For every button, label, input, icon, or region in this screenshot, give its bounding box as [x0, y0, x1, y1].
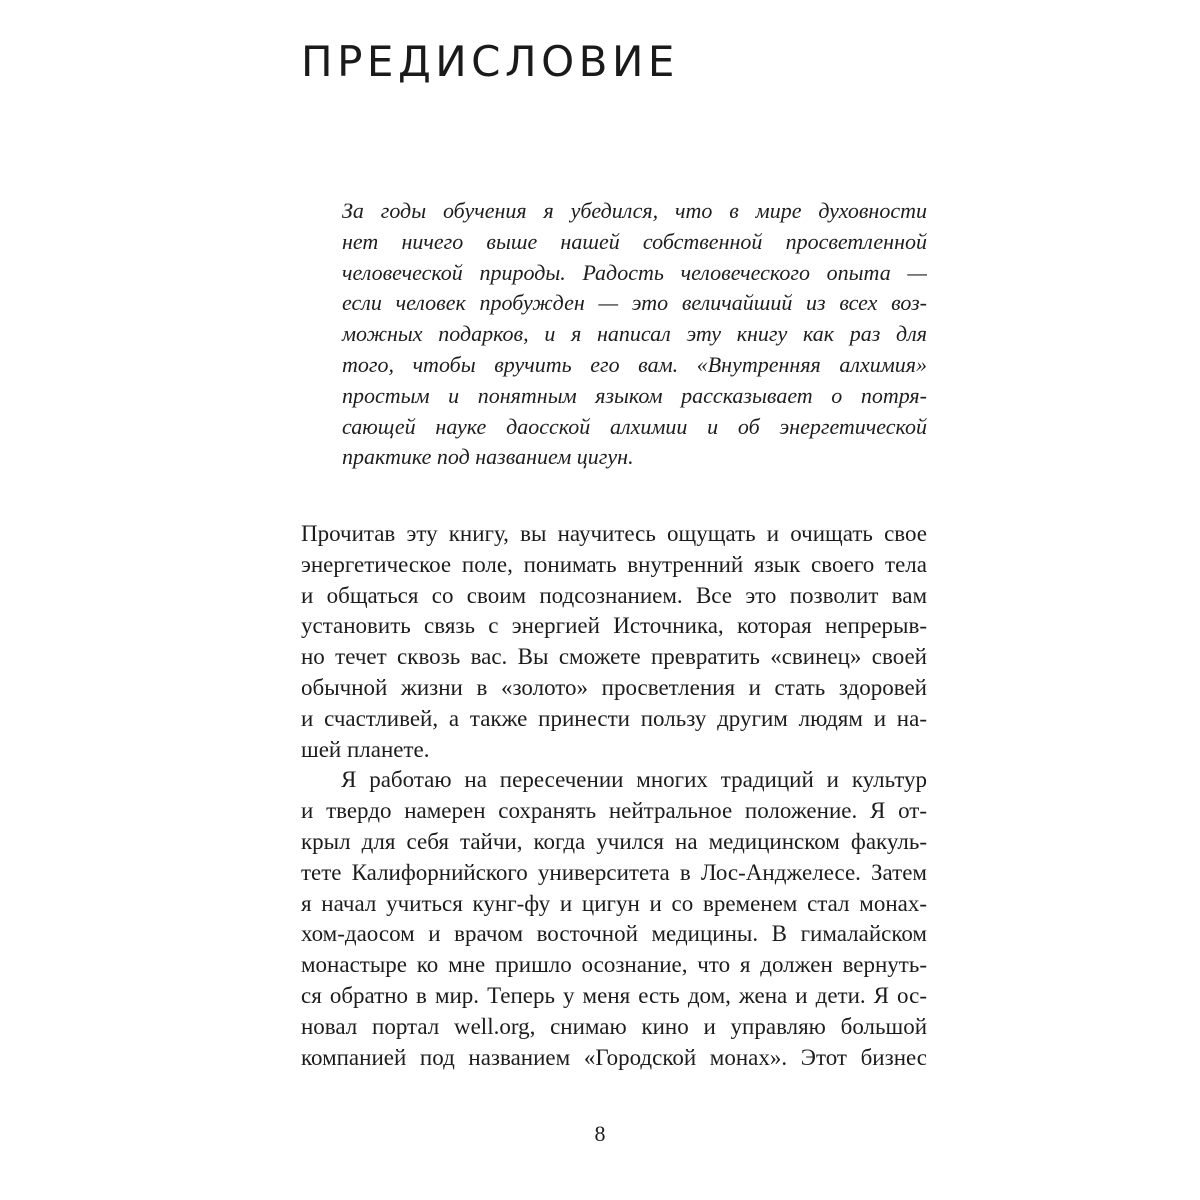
paragraph-line: шей планете. — [301, 736, 430, 762]
paragraph-1 — [301, 519, 927, 765]
paragraph-line: компанией под названием «Городской монах». Этот бизнес — [301, 1044, 927, 1070]
paragraph-line: установить связь с энергией Источника, которая непрерыв- — [301, 613, 927, 639]
epigraph-line: За годы обучения я убедился, что в мире духовности — [342, 198, 927, 223]
paragraph-line: монастыре ко мне пришло осознание, что я должен вернуть- — [301, 952, 927, 978]
page-number: 8 — [594, 1121, 606, 1146]
paragraph-line: и счастливей, а также принести пользу другим людям и на- — [301, 705, 927, 731]
epigraph-line: практике под названием цигун. — [342, 444, 634, 470]
epigraph-line: можных подарков, и я написал эту книгу как раз для — [342, 321, 927, 347]
paragraph-line: ся обратно в мир. Теперь у меня есть дом, жена и дети. Я ос- — [301, 982, 927, 1008]
paragraph-line: тете Калифорнийского университета в Лос-Анджелесе. Затем — [301, 859, 927, 885]
epigraph-line: человеческой природы. Радость человеческого опыта — — [342, 259, 927, 285]
epigraph-line: сающей науке даосской алхимии и об энергетической — [342, 413, 927, 439]
paragraph-line: и твердо намерен сохранять нейтральное положение. Я от- — [301, 798, 927, 824]
paragraph-line: но течет сквозь вас. Вы сможете превратить «свинец» своей — [301, 644, 927, 670]
paragraph-line: обычной жизни в «золото» просветления и стать здоровей — [301, 674, 927, 700]
paragraph-line: энергетическое поле, понимать внутренний язык своего тела — [301, 551, 927, 577]
paragraph-line: я начал учиться кунг-фу и цигун и со временем стал монах- — [301, 890, 927, 916]
page-title: ПРЕДИСЛОВИЕ — [301, 37, 679, 86]
paragraph-line: хом-даосом и врачом восточной медицины. В гималайском — [301, 921, 927, 947]
epigraph-line: простым и понятным языком рассказывает о потря- — [342, 382, 927, 408]
paragraph-line: новал портал well.org, снимаю кино и управляю большой — [301, 1013, 927, 1039]
paragraph-line: крыл для себя тайчи, когда учился на медицинском факуль- — [301, 828, 927, 854]
paragraph-line: и общаться со своим подсознанием. Все это позволит вам — [301, 582, 927, 608]
paragraph-line: Я работаю на пересечении многих традиций и культур — [341, 767, 927, 793]
epigraph-line: того, чтобы вручить его вам. «Внутренняя алхимия» — [342, 351, 927, 377]
epigraph-line: если человек пробужден — это величайший из всех воз- — [342, 290, 927, 316]
epigraph — [342, 196, 927, 473]
epigraph-line: нет ничего выше нашей собственной просветленной — [342, 228, 927, 254]
paragraph-line: Прочитав эту книгу, вы научитесь ощущать и очищать свое — [301, 521, 927, 546]
body-text — [301, 519, 927, 1073]
paragraph-2 — [301, 765, 927, 1073]
